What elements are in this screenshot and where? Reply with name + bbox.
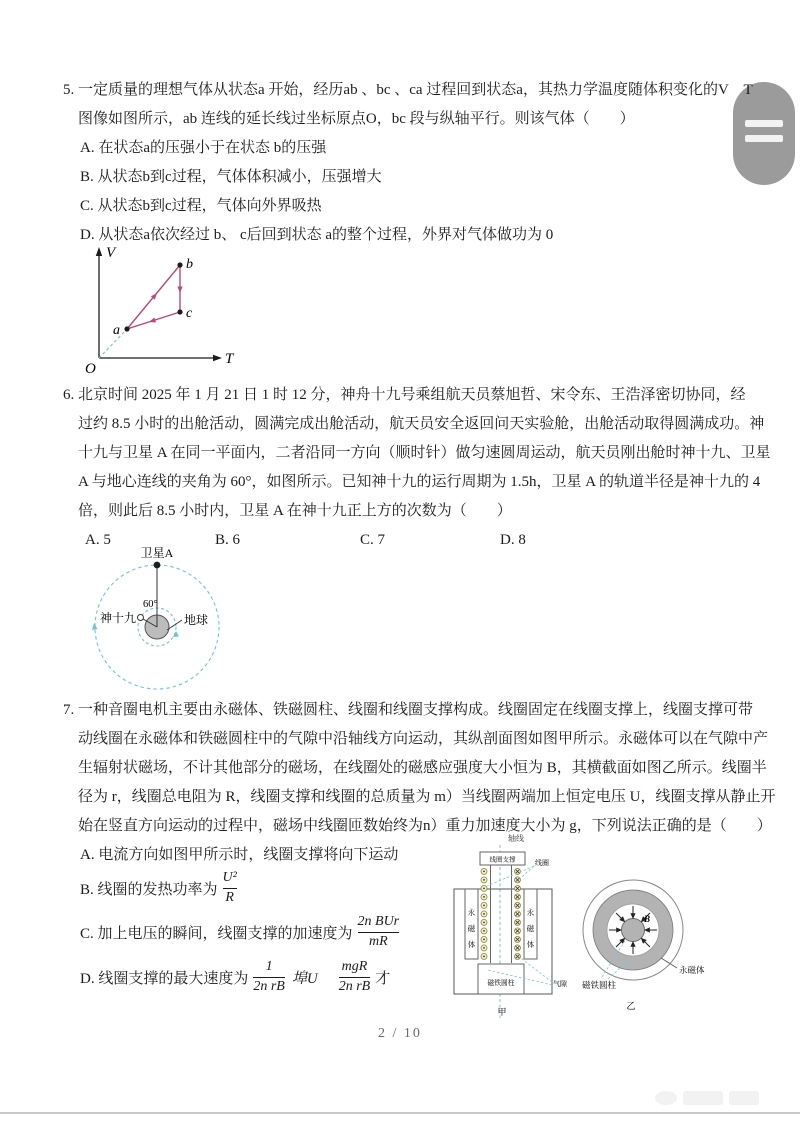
orbit-diagram xyxy=(80,545,255,697)
q5-stem-line: 图像如图所示，ab 连线的延长线过坐标原点O，bc 段与纵轴平行。则该气体（ ） xyxy=(78,111,635,127)
label-iron-cylinder: 磁铁圆柱 xyxy=(487,980,515,987)
fraction-denominator: mR xyxy=(368,934,388,949)
coil-turn-icon xyxy=(481,953,487,959)
arrow-bc-icon xyxy=(177,287,182,294)
q6-option-b: B. 6 xyxy=(215,532,241,548)
q6-stem-line: 十九与卫星 A 在同一平面内，二者沿同一方向（顺时针）做匀速圆周运动，航天员刚出舱时神十九、卫星 xyxy=(78,445,771,461)
q7-stem-line: 动线圈在永磁体和铁磁圆柱中的气隙中沿轴线方向运动，其纵剖面图如图甲所示。永磁体可以在气隙中产 xyxy=(78,731,769,747)
figure-jia-caption: 甲 xyxy=(497,1007,507,1017)
q5-option-d: D. 从状态a依次经过 b、 c后回到状态 a的整个过程，外界对气体做功为 0 xyxy=(80,227,554,243)
fraction-denominator: R xyxy=(225,890,234,905)
fraction-denominator: 2n rB xyxy=(338,979,371,994)
motor-section-diagram xyxy=(452,832,577,1027)
coil-turn-icon xyxy=(481,911,487,917)
label-c: c xyxy=(186,306,193,321)
orbit-arrow-icon xyxy=(173,631,179,637)
coil-turn-icon xyxy=(481,936,487,942)
coil-turn-icon xyxy=(515,936,521,942)
coil-turn-icon xyxy=(515,877,521,883)
coil-turn-icon xyxy=(481,945,487,951)
q6-stem-line: 倍，则此后 8.5 小时内，卫星 A 在神十九正上方的次数为（ ） xyxy=(78,503,512,519)
fraction-numerator: mgR xyxy=(341,958,368,974)
point-b xyxy=(177,262,182,267)
fraction-bar xyxy=(223,888,237,889)
q5-option-c: C. 从状态b到c过程，气体向外界吸热 xyxy=(80,198,322,214)
label-coil-support: 线圈支撑 xyxy=(489,856,516,864)
q7-option-a: A. 电流方向如图甲所示时，线圈支撑将向下运动 xyxy=(80,847,399,863)
label-satellite-a: 卫星A xyxy=(140,546,174,560)
v-axis-arrow-icon xyxy=(96,247,102,256)
label-axis: 轴线 xyxy=(508,834,524,843)
vt-diagram xyxy=(75,240,240,378)
coil-turn-icon xyxy=(481,868,487,874)
q5-option-b: B. 从状态b到c过程，气体体积减小，压强增大 xyxy=(80,169,382,185)
label-v: V xyxy=(106,245,116,261)
coil-turn-icon xyxy=(515,953,521,959)
question-6 xyxy=(63,381,771,555)
label-magnet-char: 磁 xyxy=(467,924,476,933)
coil-turn-icon xyxy=(481,919,487,925)
coil-turn-icon xyxy=(481,928,487,934)
q7-option-c xyxy=(80,910,404,954)
coil-turn-icon xyxy=(515,885,521,891)
label-earth: 地球 xyxy=(184,613,209,627)
label-magnet-char: 磁 xyxy=(526,924,535,933)
coil-turn-icon xyxy=(481,877,487,883)
fraction-numerator: 2n BUr xyxy=(357,913,400,929)
shenzhou-dot xyxy=(138,615,144,621)
label-magnet-char: 永 xyxy=(526,908,535,917)
q7-option-c-text: C. 加上电压的瞬间，线圈支撑的加速度为 xyxy=(80,925,353,942)
fraction-numerator: 1 xyxy=(265,958,273,974)
fraction xyxy=(223,870,237,906)
satellite-a-dot xyxy=(154,562,161,569)
q7-stem-line: 始在竖直方向运动的过程中，磁场中线圈匝数始终为n）重力加速度大小为 g，下列说法正确的是（ ） xyxy=(78,818,772,834)
q6-option-d: D. 8 xyxy=(500,532,526,548)
t-axis-arrow-icon xyxy=(213,355,222,361)
fraction xyxy=(253,959,285,995)
q6-stem-line: 6. 北京时间 2025 年 1 月 21 日 1 时 12 分，神舟十九号乘组航天员蔡旭哲、宋令东、王浩泽密切协同，经 xyxy=(63,387,746,403)
question-5 xyxy=(63,76,763,250)
q7-stem-line: 7. 一种音圈电机主要由永磁体、铁磁圆柱、线圈和线圈支撑构成。线圈固定在线圈支撑上，线圈支撑可带 xyxy=(63,702,754,718)
q5-option-a: A. 在状态a的压强小于在状态 b的压强 xyxy=(80,140,327,156)
q5-stem-line: 5. 一定质量的理想气体从状态a 开始，经历ab 、bc 、ca 过程回到状态a，其热力学温度随体积变化的V T xyxy=(63,82,753,98)
label-o: O xyxy=(85,361,96,377)
coil-leader-line xyxy=(487,866,534,886)
q6-stem-line: 过约 8.5 小时的出舱活动，圆满完成出舱活动，航天员安全返回问天实验舱，出舱活动取得圆满成功。神 xyxy=(78,416,765,432)
q7-stem-line: 生辐射状磁场，不计其他部分的磁场，在线圈处的磁感应强度大小恒为 B，其横截面如图乙所示。线圈半 xyxy=(78,760,767,776)
figure-yi-caption: 乙 xyxy=(626,1001,636,1011)
label-shenzhou: 神十九 xyxy=(99,611,136,625)
arrow-ca-icon xyxy=(148,318,156,325)
bottom-divider xyxy=(0,1112,800,1114)
label-coil: 线圈 xyxy=(535,859,549,867)
coil-turn-icon xyxy=(481,885,487,891)
fraction xyxy=(339,959,371,995)
label-cylinder: 磁铁圆柱 xyxy=(582,980,617,990)
label-magnet-char: 体 xyxy=(526,940,535,949)
coil-turn-icon xyxy=(515,894,521,900)
q6-option-a: A. 5 xyxy=(85,532,111,548)
label-magnet-char: 永 xyxy=(467,908,476,917)
q7-option-b xyxy=(80,866,242,910)
coil-turn-icon xyxy=(515,919,521,925)
coil-turn-icon xyxy=(515,928,521,934)
watermark-logo xyxy=(655,1086,790,1110)
label-air-gap: 气隙 xyxy=(553,980,567,988)
label-b-field: B xyxy=(644,914,651,924)
q7-option-d-text: D. 线圈支撑的最大速度为 xyxy=(80,970,249,987)
label-magnet-char: 体 xyxy=(467,940,476,949)
coil-turn-icon xyxy=(515,945,521,951)
point-c xyxy=(177,309,182,314)
q7-option-d xyxy=(80,955,390,999)
motor-crosssection-diagram xyxy=(578,856,748,1016)
fraction-numerator: U² xyxy=(222,869,237,885)
point-a xyxy=(124,326,129,331)
label-b: b xyxy=(186,257,193,272)
fraction-denominator: 2n rB xyxy=(253,979,285,994)
label-angle: 60° xyxy=(143,599,158,610)
coil-turn-icon xyxy=(481,902,487,908)
coil-turn-icon xyxy=(515,911,521,917)
coil-turn-icon xyxy=(481,894,487,900)
label-a: a xyxy=(113,323,120,338)
q7-option-d-mid: 埠U xyxy=(291,970,318,987)
q7-option-b-text: B. 线圈的发热功率为 xyxy=(80,881,218,898)
coil-turn-icon xyxy=(515,902,521,908)
fraction xyxy=(358,914,400,950)
label-t: T xyxy=(225,351,234,367)
question-7 xyxy=(63,696,776,870)
fraction-bar xyxy=(358,932,400,933)
q6-option-c: C. 7 xyxy=(360,532,386,548)
q7-option-d-post: 才 xyxy=(375,970,391,987)
label-magnet: 永磁体 xyxy=(679,965,705,975)
fraction-bar xyxy=(339,977,371,978)
q6-stem-line: A 与地心连线的夹角为 60°，如图所示。已知神十九的运行周期为 1.5h，卫星 A 的轨道半径是神十九的 4 xyxy=(78,474,761,490)
page-number: 2 / 10 xyxy=(378,1026,422,1041)
fraction-bar xyxy=(253,977,285,978)
q7-stem-line: 径为 r，线圈总电阻为 R，线圈支撑和线圈的总质量为 m）当线圈两端加上恒定电压 U，线圈支撑从静止开 xyxy=(78,789,776,805)
iron-cylinder xyxy=(478,964,524,994)
